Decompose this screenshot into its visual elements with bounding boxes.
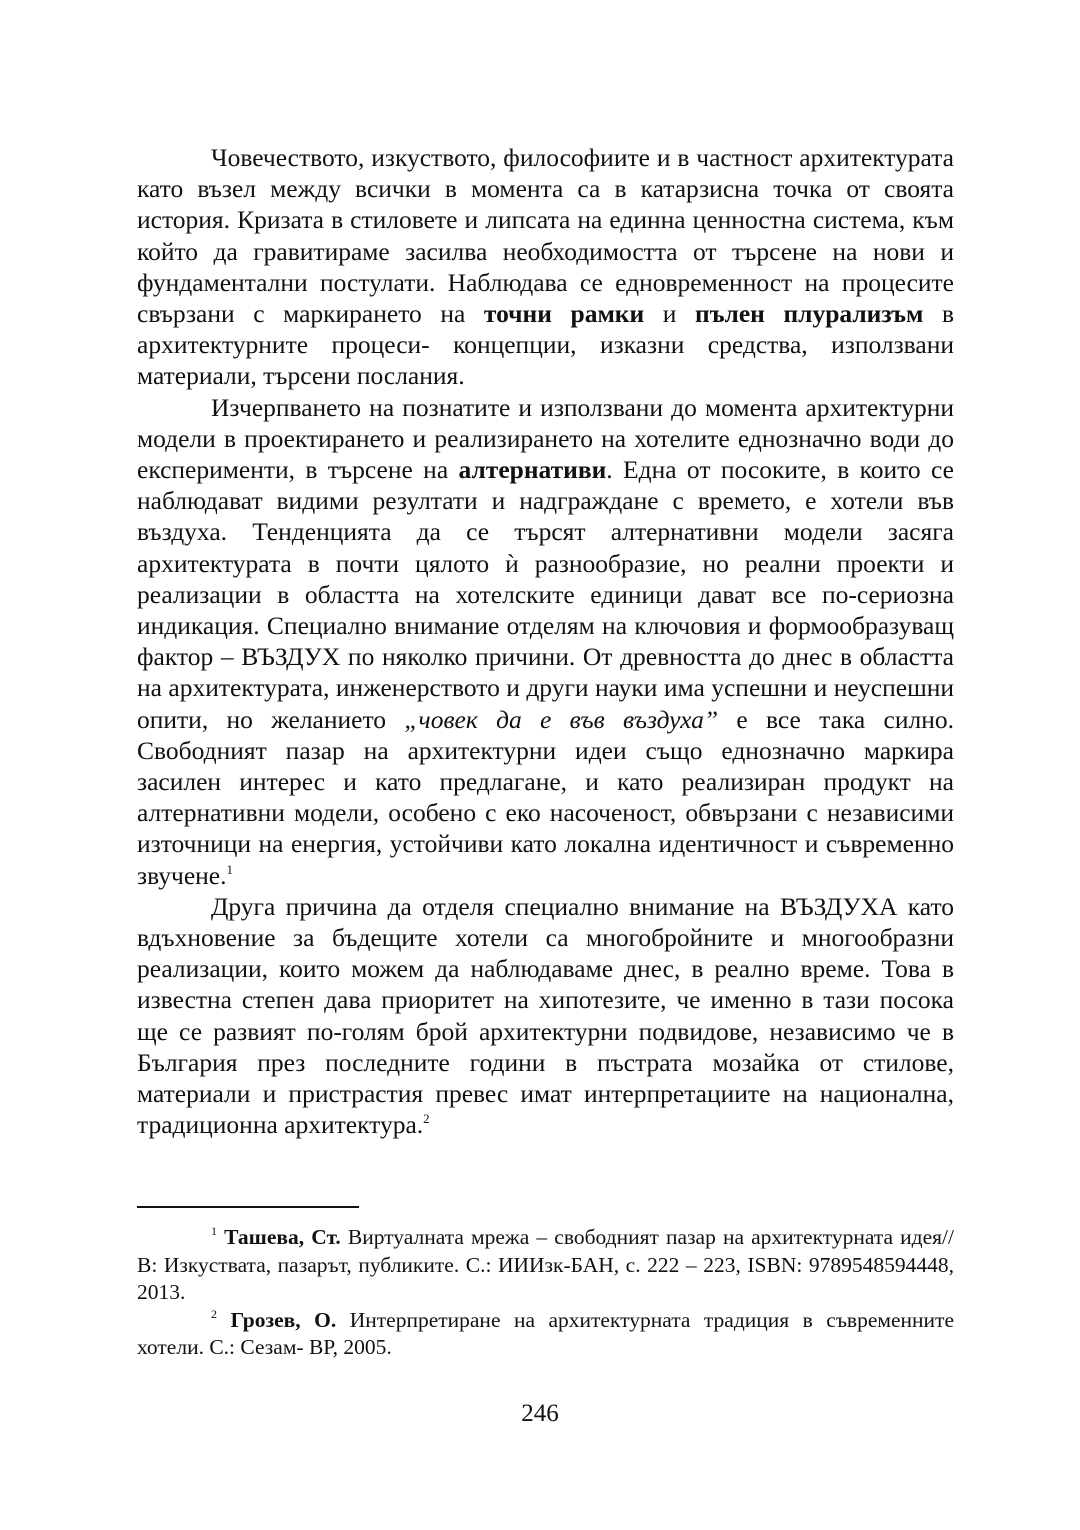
bold-term: пълен плурализъм — [695, 299, 924, 329]
page-number: 246 — [521, 1400, 559, 1427]
text-run: и — [644, 299, 695, 329]
footnote-divider — [137, 1206, 359, 1208]
footnote-ref-2: 2 — [423, 1111, 430, 1127]
paragraph-1 — [137, 142, 954, 392]
body-text — [137, 142, 954, 1141]
paragraph-3 — [137, 891, 954, 1141]
footnote-1 — [137, 1224, 954, 1307]
footnote-text: Интерпретиране на архитектурната традиция в съвременните хотели. С.: Сезам- ВР, 2005. — [137, 1307, 954, 1359]
text-run: . Една от посоките, в които се наблюдават видими резултати и надграждане с времето, е хотели във въздуха. Тенденцията да се търсят алтернативни модели засяга архитектурата в почти цялото ѝ разнообразие, но реални проекти и реализации в областта на хотелските единици дават все по-сериозна индикация. Специално внимание отделям на ключовия и формообразуващ фактор – ВЪЗДУХ по няколко причини. От древността до днес в областта на архитектурата, инженерството и други науки има успешни и неуспешни опити, но желанието — [137, 455, 954, 734]
footnote-ref-1: 1 — [226, 861, 233, 877]
footnote-number: 1 — [211, 1224, 217, 1238]
footnotes — [137, 1224, 954, 1362]
text-run: Изчерпването на познатите и използвани до момента архитектурни модели в проектирането и реализирането на хотелите еднозначно води до експерименти, в търсене на — [137, 392, 954, 485]
footnote-2 — [137, 1307, 954, 1362]
bold-term: алтернативи — [458, 455, 607, 485]
footnote-author: Грозев, О. — [230, 1307, 337, 1332]
text-run: Друга причина да отделя специално внимание на ВЪЗДУХА като вдъхновение за бъдещите хотели са многобройните и многообразни реализации, които можем да наблюдаваме днес, в реално време. Това в известна степен дава приоритет на хипотезите, че именно в тази посока ще се развият по-голям брой архитектурни подвидове, независимо че в България през последните години в пъстрата мозайка от стилове, материали и пристрастия превес имат интерпретациите на национална, традиционна архитектура. — [137, 891, 954, 1140]
footnote-number: 2 — [211, 1306, 217, 1321]
italic-quote: „човек да е във въздуха” — [404, 704, 719, 734]
text-run: е все така силно. Свободният пазар на архитектурни идеи също еднозначно маркира засилен интерес и като предлагане, и като реализиран продукт на алтернативни модели, особено с еко насоченост, обвързани с независими източници на енергия, устойчиви като локална идентичност и съвременно звучене. — [137, 704, 954, 890]
text-run: Човечеството, изкуството, философиите и в частност архитектурата като възел между всички в момента са в катарзисна точка от своята история. Кризата в стиловете и липсата на единна ценностна система, към който да гравитираме засилва необходимостта от търсене на нови и фундаментални постулати. Наблюдава се едновременност на процесите свързани с маркирането на — [137, 143, 954, 329]
paragraph-2 — [137, 392, 954, 891]
bold-term: точни рамки — [483, 299, 645, 329]
text-run: в архитектурните процеси- концепции, изказни средства, използвани материали, търсени послания. — [137, 299, 955, 391]
footnote-text: Виртуалната мрежа – свободният пазар на архитектурната идея// В: Изкуствата, пазарът, публиките. С.: ИИИзк-БАН, с. 222 – 223, ISBN: 9789548594448, 2013. — [137, 1225, 954, 1304]
footnote-author: Ташева, Ст. — [224, 1225, 341, 1249]
